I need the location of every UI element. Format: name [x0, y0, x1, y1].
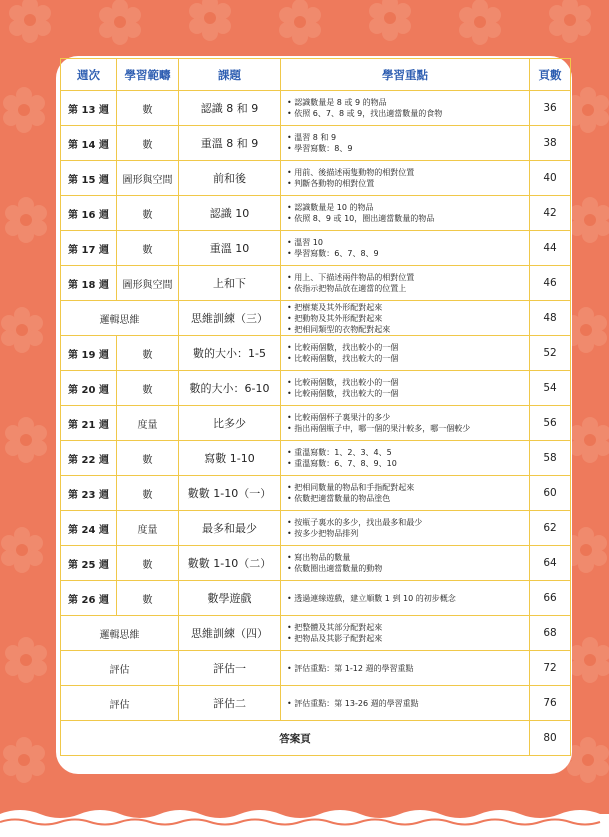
topic-cell: 數數 1-10（一） [179, 476, 281, 511]
week-cell: 第 18 週 [61, 266, 117, 301]
focus-item: • 把相同數量的物品和手指配對起來 [287, 482, 529, 493]
focus-cell [281, 91, 530, 126]
focus-list [287, 412, 529, 434]
focus-item: • 比較兩個數，找出較小的一個 [287, 377, 529, 388]
table-row [61, 266, 571, 301]
focus-item: • 評估重點：第 13-26 週的學習重點 [287, 698, 529, 709]
area-cell: 度量 [117, 406, 179, 441]
week-cell: 第 23 週 [61, 476, 117, 511]
topic-cell: 認識 10 [179, 196, 281, 231]
area-cell: 圖形與空間 [117, 266, 179, 301]
topic-cell: 重溫 8 和 9 [179, 126, 281, 161]
topic-cell: 重溫 10 [179, 231, 281, 266]
focus-item: • 依數把適當數量的物品塗色 [287, 493, 529, 504]
table-row [61, 336, 571, 371]
page-cell: 40 [530, 161, 571, 196]
focus-item: • 指出兩個瓶子中，哪一個的果汁較多，哪一個較少 [287, 423, 529, 434]
focus-cell [281, 616, 530, 651]
page-cell: 58 [530, 441, 571, 476]
focus-cell [281, 476, 530, 511]
focus-item: • 認識數量是 10 的物品 [287, 202, 529, 213]
focus-list [287, 593, 529, 604]
focus-item: • 比較兩個數，找出較大的一個 [287, 388, 529, 399]
focus-item: • 把動物及其外形配對起來 [287, 313, 529, 324]
focus-item: • 認識數量是 8 或 9 的物品 [287, 97, 529, 108]
week-cell: 第 26 週 [61, 581, 117, 616]
header-area: 學習範疇 [117, 59, 179, 91]
page-cell: 72 [530, 651, 571, 686]
focus-list [287, 342, 529, 364]
area-cell: 圖形與空間 [117, 161, 179, 196]
answer-page: 80 [530, 721, 571, 756]
focus-cell [281, 231, 530, 266]
area-cell: 數 [117, 581, 179, 616]
table-row [61, 581, 571, 616]
table-row [61, 616, 571, 651]
category-merged: 邏輯思維 [61, 301, 179, 336]
topic-cell: 數數 1-10（二） [179, 546, 281, 581]
week-cell: 第 22 週 [61, 441, 117, 476]
focus-item: • 比較兩個杯子裏果汁的多少 [287, 412, 529, 423]
topic-cell: 最多和最少 [179, 511, 281, 546]
focus-list [287, 482, 529, 504]
focus-item: • 依照 8、9 或 10，圈出適當數量的物品 [287, 213, 529, 224]
table-row [61, 686, 571, 721]
focus-list [287, 272, 529, 294]
area-cell: 數 [117, 231, 179, 266]
topic-cell: 比多少 [179, 406, 281, 441]
table-row [61, 476, 571, 511]
header-page: 頁數 [530, 59, 571, 91]
focus-item: • 判斷各動物的相對位置 [287, 178, 529, 189]
focus-item: • 把相同類型的衣物配對起來 [287, 324, 529, 335]
table-row [61, 651, 571, 686]
focus-item: • 把物品及其影子配對起來 [287, 633, 529, 644]
focus-item: • 重溫寫數：6、7、8、9、10 [287, 458, 529, 469]
table-row [61, 91, 571, 126]
topic-cell: 數的大小：1-5 [179, 336, 281, 371]
page-cell: 44 [530, 231, 571, 266]
page-cell: 42 [530, 196, 571, 231]
table-row [61, 126, 571, 161]
topic-cell: 前和後 [179, 161, 281, 196]
focus-cell [281, 651, 530, 686]
answer-row [61, 721, 571, 756]
focus-item: • 把整體及其部分配對起來 [287, 622, 529, 633]
table-row [61, 441, 571, 476]
table-row [61, 231, 571, 266]
topic-cell: 上和下 [179, 266, 281, 301]
focus-cell [281, 546, 530, 581]
focus-cell [281, 441, 530, 476]
week-cell: 第 14 週 [61, 126, 117, 161]
area-cell: 數 [117, 476, 179, 511]
focus-cell [281, 336, 530, 371]
header-topic: 課題 [179, 59, 281, 91]
focus-list [287, 202, 529, 224]
curriculum-table [60, 58, 571, 756]
focus-list [287, 302, 529, 335]
focus-item: • 按多少把物品排列 [287, 528, 529, 539]
focus-item: • 用前、後描述兩隻動物的相對位置 [287, 167, 529, 178]
page-cell: 68 [530, 616, 571, 651]
table-header-row [61, 59, 571, 91]
area-cell: 數 [117, 126, 179, 161]
focus-item: • 依指示把物品放在適當的位置上 [287, 283, 529, 294]
focus-list [287, 237, 529, 259]
focus-item: • 溫習 10 [287, 237, 529, 248]
header-focus: 學習重點 [281, 59, 530, 91]
focus-item: • 透過連線遊戲，建立順數 1 到 10 的初步概念 [287, 593, 529, 604]
focus-list [287, 698, 529, 709]
focus-list [287, 132, 529, 154]
week-cell: 第 15 週 [61, 161, 117, 196]
focus-item: • 學習寫數：8、9 [287, 143, 529, 154]
page-cell: 64 [530, 546, 571, 581]
week-cell: 第 16 週 [61, 196, 117, 231]
focus-item: • 按瓶子裏水的多少，找出最多和最少 [287, 517, 529, 528]
category-merged: 評估 [61, 686, 179, 721]
focus-item: • 比較兩個數，找出較小的一個 [287, 342, 529, 353]
focus-cell [281, 161, 530, 196]
category-merged: 評估 [61, 651, 179, 686]
area-cell: 數 [117, 91, 179, 126]
area-cell: 數 [117, 196, 179, 231]
area-cell: 度量 [117, 511, 179, 546]
table-row [61, 161, 571, 196]
answer-label: 答案頁 [61, 721, 530, 756]
focus-item: • 依數圈出適當數量的動物 [287, 563, 529, 574]
page-cell: 52 [530, 336, 571, 371]
week-cell: 第 19 週 [61, 336, 117, 371]
page-cell: 66 [530, 581, 571, 616]
topic-cell: 評估一 [179, 651, 281, 686]
topic-cell: 數的大小：6-10 [179, 371, 281, 406]
page-cell: 46 [530, 266, 571, 301]
table-row [61, 511, 571, 546]
focus-item: • 重溫寫數：1、2、3、4、5 [287, 447, 529, 458]
focus-item: • 用上、下描述兩件物品的相對位置 [287, 272, 529, 283]
week-cell: 第 24 週 [61, 511, 117, 546]
focus-cell [281, 266, 530, 301]
focus-list [287, 517, 529, 539]
focus-item: • 評估重點：第 1-12 週的學習重點 [287, 663, 529, 674]
focus-list [287, 447, 529, 469]
week-cell: 第 20 週 [61, 371, 117, 406]
category-merged: 邏輯思維 [61, 616, 179, 651]
page-cell: 60 [530, 476, 571, 511]
focus-cell [281, 406, 530, 441]
page-cell: 48 [530, 301, 571, 336]
table-row [61, 371, 571, 406]
topic-cell: 數學遊戲 [179, 581, 281, 616]
area-cell: 數 [117, 546, 179, 581]
topic-cell: 思維訓練（四） [179, 616, 281, 651]
topic-cell: 認識 8 和 9 [179, 91, 281, 126]
bottom-wave-decoration [0, 796, 609, 837]
focus-cell [281, 126, 530, 161]
table-body [61, 91, 571, 721]
focus-item: • 寫出物品的數量 [287, 552, 529, 563]
week-cell: 第 25 週 [61, 546, 117, 581]
week-cell: 第 21 週 [61, 406, 117, 441]
table-row [61, 546, 571, 581]
focus-list [287, 377, 529, 399]
area-cell: 數 [117, 371, 179, 406]
topic-cell: 思維訓練（三） [179, 301, 281, 336]
area-cell: 數 [117, 336, 179, 371]
focus-item: • 學習寫數：6、7、8、9 [287, 248, 529, 259]
focus-cell [281, 511, 530, 546]
page-cell: 62 [530, 511, 571, 546]
page-cell: 56 [530, 406, 571, 441]
topic-cell: 寫數 1-10 [179, 441, 281, 476]
page-cell: 76 [530, 686, 571, 721]
focus-item: • 溫習 8 和 9 [287, 132, 529, 143]
focus-list [287, 167, 529, 189]
focus-cell [281, 301, 530, 336]
focus-item: • 把樹葉及其外形配對起來 [287, 302, 529, 313]
focus-item: • 比較兩個數，找出較大的一個 [287, 353, 529, 364]
table-row [61, 301, 571, 336]
focus-cell [281, 196, 530, 231]
table-row [61, 406, 571, 441]
focus-list [287, 97, 529, 119]
page-cell: 54 [530, 371, 571, 406]
week-cell: 第 13 週 [61, 91, 117, 126]
header-week: 週次 [61, 59, 117, 91]
week-cell: 第 17 週 [61, 231, 117, 266]
focus-cell [281, 371, 530, 406]
page-cell: 36 [530, 91, 571, 126]
table-row [61, 196, 571, 231]
focus-list [287, 552, 529, 574]
focus-list [287, 663, 529, 674]
topic-cell: 評估二 [179, 686, 281, 721]
focus-list [287, 622, 529, 644]
focus-cell [281, 686, 530, 721]
focus-item: • 依照 6、7、8 或 9，找出適當數量的食物 [287, 108, 529, 119]
focus-cell [281, 581, 530, 616]
page-cell: 38 [530, 126, 571, 161]
area-cell: 數 [117, 441, 179, 476]
